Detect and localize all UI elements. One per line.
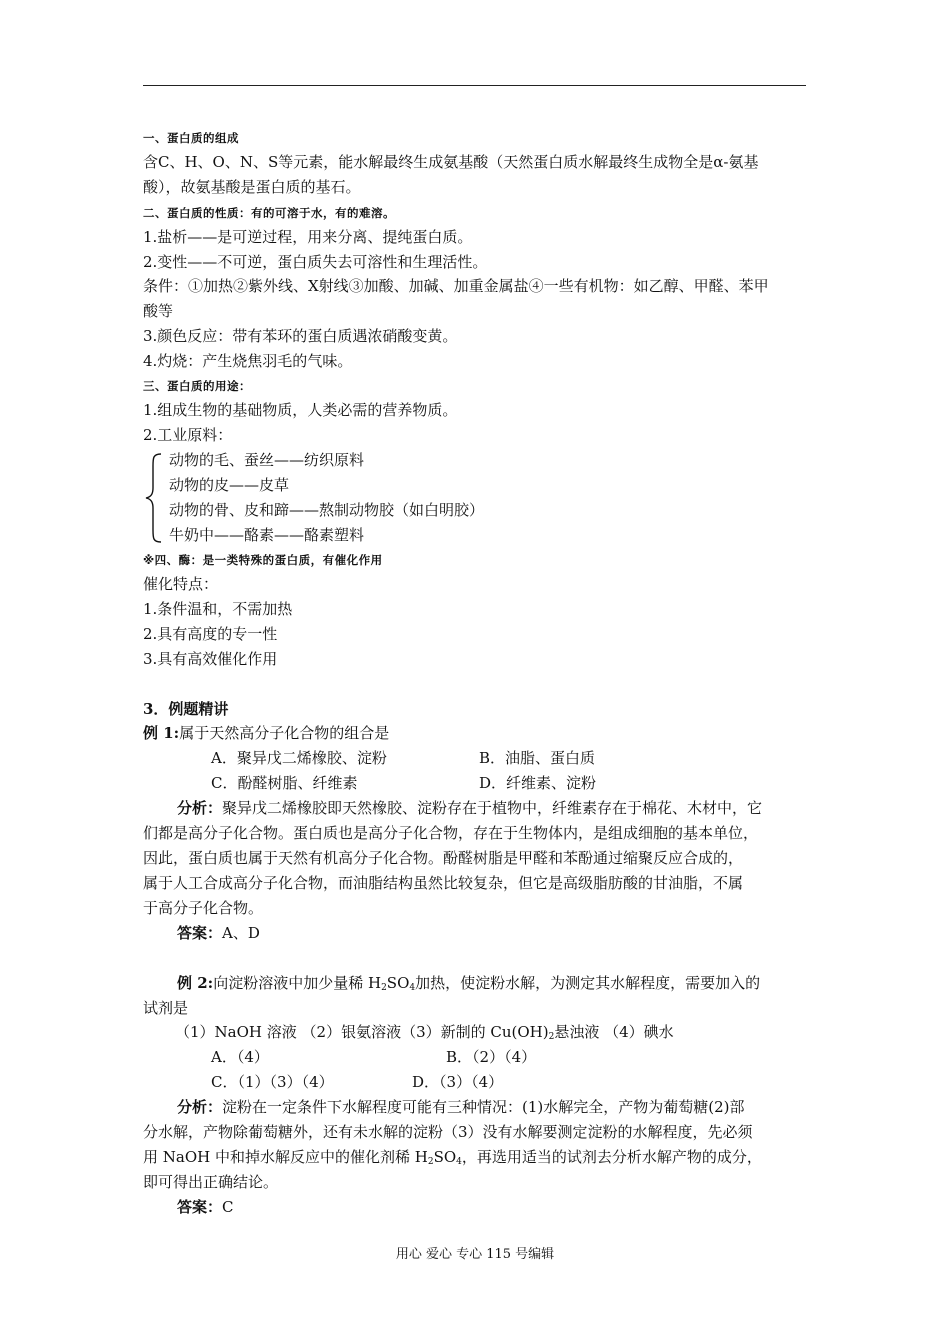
brace-item: 动物的毛、蚕丝——纺织原料 [169,451,365,469]
example-1-options-row-1 [211,748,711,768]
q-text: 向淀粉溶液中加少量稀 H [213,974,382,992]
section-4-item: 3.具有高效催化作用 [143,650,278,668]
section-1-heading: 一、蛋白质的组成 [143,131,239,145]
example-2-options-row-2 [211,1072,711,1092]
example-2-options-row-1 [211,1047,711,1067]
q-text: 加热，使淀粉水解，为测定其水解程度，需要加入的 [415,974,761,992]
section-1-line-2: 酸），故氨基酸是蛋白质的基石。 [143,178,361,196]
curly-brace-icon [143,452,165,544]
analysis-text: ，再选用适当的试剂去分析水解产物的成分， [461,1148,762,1166]
reagents-text: （1）NaOH 溶液 （2）银氨溶液（3）新制的 Cu(OH) [175,1023,549,1041]
analysis-label: 分析： [177,799,223,817]
answer-label: 答案： [177,924,223,942]
section-2-item: 4.灼烧：产生烧焦羽毛的气味。 [143,352,353,370]
subscript: 4 [409,983,416,993]
option-c: C．（1）（3）（4） [211,1073,334,1091]
section-4-item: 2.具有高度的专一性 [143,625,278,643]
subscript: 2 [548,1032,555,1042]
example-2-analysis-line: 即可得出正确结论。 [143,1173,279,1191]
example-1-analysis-line: 们都是高分子化合物。蛋白质也是高分子化合物，存在于生物体内，是组成细胞的基本单位， [143,824,759,842]
section-2-item: 3.颜色反应：带有苯环的蛋白质遇浓硝酸变黄。 [143,327,458,345]
page-footer: 用心 爱心 专心 115 号编辑 [395,1247,555,1262]
example-1-label: 例 1: [143,724,180,742]
subscript: 2 [381,983,387,993]
example-1-question [143,723,389,743]
header-rule [143,85,806,86]
brace-item: 动物的皮——皮草 [169,476,290,494]
section-1-line-1: 含C、H、O、N、S等元素，能水解最终生成氨基酸（天然蛋白质水解最终生成物全是α-氨基 [143,153,759,171]
option-a: A．聚异戊二烯橡胶、淀粉 [211,749,387,767]
brace-item: 牛奶中——酪素——酪素塑料 [169,526,365,544]
example-1-options-row-2 [211,773,711,793]
section-2-item: 条件：①加热②紫外线、X射线③加酸、加碱、加重金属盐④一些有机物：如乙醇、甲醛、苯甲 [143,277,769,295]
example-1-answer [177,923,260,943]
section-3-heading: 三、蛋白质的用途： [143,379,251,393]
option-c: C．酚醛树脂、纤维素 [211,774,358,792]
answer-text: C [222,1198,234,1216]
example-1-analysis-line: 于高分子化合物。 [143,899,264,917]
subscript: 4 [456,1157,462,1167]
section-2-heading: 二、蛋白质的性质：有的可溶于水，有的难溶。 [143,206,395,220]
example-2-analysis-line [177,1097,745,1117]
option-b: B．油脂、蛋白质 [479,749,596,767]
option-d: D．纤维素、淀粉 [479,774,597,792]
examples-heading: 3．例题精讲 [143,700,229,718]
option-d: D．（3）（4） [412,1073,504,1091]
analysis-text: SO [433,1148,457,1166]
example-2-label: 例 2: [177,974,214,992]
analysis-text: 淀粉在一定条件下水解程度可能有三种情况：(1)水解完全，产物为葡萄糖(2)部 [222,1098,745,1116]
q-text: SO [386,974,410,992]
example-2-analysis-line [143,1147,762,1167]
option-b: B．（2）（4） [446,1048,537,1066]
section-4-item: 1.条件温和，不需加热 [143,600,293,618]
analysis-label: 分析： [177,1098,223,1116]
example-1-analysis-line [177,798,762,818]
example-2-reagents [175,1022,674,1042]
answer-text: A、D [222,924,260,942]
section-2-item: 2.变性——不可逆，蛋白质失去可溶性和生理活性。 [143,253,488,271]
section-4-heading: ※四、酶：是一类特殊的蛋白质，有催化作用 [143,553,383,567]
example-2-question [177,973,760,993]
example-2-answer [177,1197,234,1217]
example-1-text: 属于天然高分子化合物的组合是 [179,724,390,742]
analysis-text: 用 NaOH 中和掉水解反应中的催化剂稀 H [143,1148,428,1166]
brace-item: 动物的骨、皮和蹄——熬制动物胶（如白明胶） [169,501,485,519]
section-2-item: 酸等 [143,302,174,320]
example-2-question-line-2: 试剂是 [143,999,189,1017]
section-4-subheading: 催化特点： [143,575,219,593]
analysis-text: 聚异戊二烯橡胶即天然橡胶、淀粉存在于植物中，纤维素存在于棉花、木材中，它 [222,799,763,817]
example-1-analysis-line: 因此，蛋白质也属于天然有机高分子化合物。酚醛树脂是甲醛和苯酚通过缩聚反应合成的， [143,849,744,867]
section-3-item: 2.工业原料： [143,426,233,444]
subscript: 2 [427,1157,434,1167]
section-2-item: 1.盐析——是可逆过程，用来分离、提纯蛋白质。 [143,228,473,246]
reagents-text: 悬浊液 （4）碘水 [554,1023,674,1041]
answer-label: 答案： [177,1198,223,1216]
example-1-analysis-line: 属于人工合成高分子化合物，而油脂结构虽然比较复杂，但它是高级脂肪酸的甘油脂，不属 [143,874,744,892]
example-2-analysis-line: 分水解，产物除葡萄糖外，还有未水解的淀粉（3）没有水解要测定淀粉的水解程度，先必须 [143,1123,753,1141]
section-3-item: 1.组成生物的基础物质，人类必需的营养物质。 [143,401,458,419]
option-a: A．（4） [211,1048,269,1066]
